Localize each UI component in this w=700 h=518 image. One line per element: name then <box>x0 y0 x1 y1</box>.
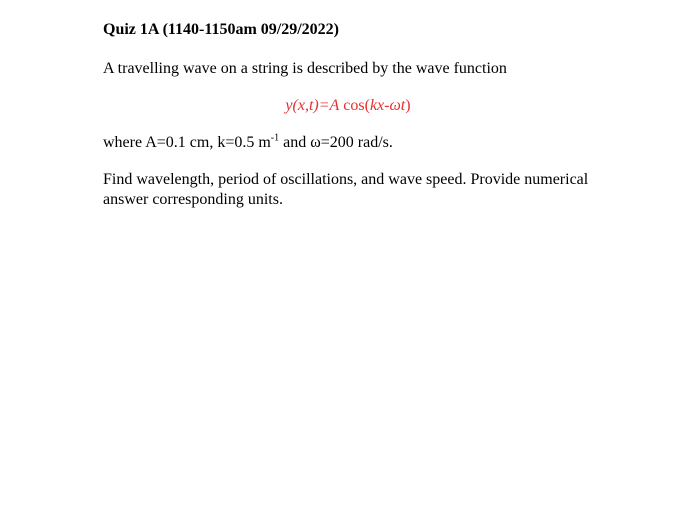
formula-close: ) <box>405 97 411 114</box>
formula-argument: kx-ωt <box>369 97 406 114</box>
wave-function-formula <box>103 96 643 116</box>
formula-cos: cos( <box>339 97 370 114</box>
parameters-text <box>103 133 643 153</box>
parameters-part2: and ω=200 rad/s. <box>279 134 393 151</box>
quiz-title: Quiz 1A (1140-1150am 09/29/2022) <box>103 21 339 38</box>
parameters-exponent: -1 <box>270 132 280 144</box>
intro-text: A travelling wave on a string is described by the wave function <box>103 60 507 77</box>
task-text: Find wavelength, period of oscillations, and wave speed. Provide numerical answer corresponding units. <box>103 171 589 208</box>
formula-lhs: y(x,t)=A <box>285 97 340 114</box>
parameters-part1: where A=0.1 cm, k=0.5 m <box>103 134 271 151</box>
quiz-document <box>103 20 643 210</box>
